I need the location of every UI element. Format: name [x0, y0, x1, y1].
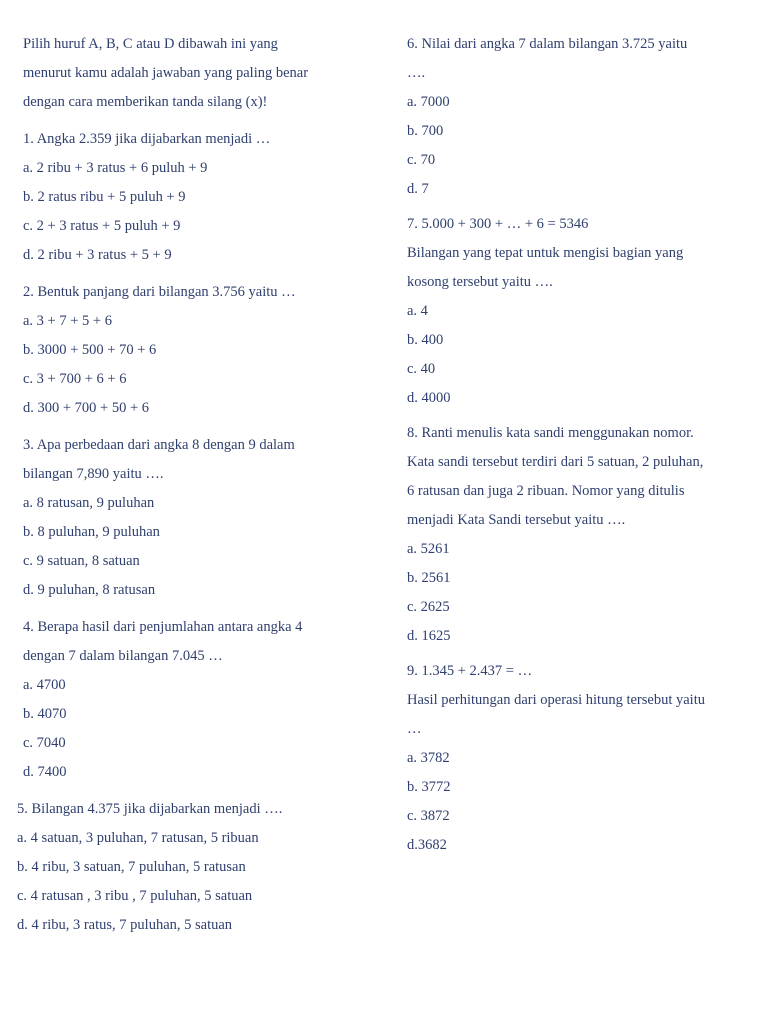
option-c[interactable]: c. 3 + 700 + 6 + 6 [23, 371, 127, 387]
question-7 [407, 210, 752, 413]
option-b[interactable]: b. 8 puluhan, 9 puluhan [23, 524, 160, 540]
option-d[interactable]: d. 7 [407, 181, 429, 197]
question-2 [23, 278, 368, 423]
option-b[interactable]: b. 400 [407, 332, 444, 348]
question-text: 6 ratusan dan juga 2 ribuan. Nomor yang ditulis [407, 483, 685, 499]
option-b[interactable]: b. 2561 [407, 570, 451, 586]
option-a[interactable]: a. 4 satuan, 3 puluhan, 7 ratusan, 5 ribuan [17, 830, 259, 846]
question-1 [23, 125, 368, 270]
option-a[interactable]: a. 4 [407, 303, 428, 319]
option-a[interactable]: a. 3782 [407, 750, 450, 766]
option-b[interactable]: b. 3772 [407, 779, 451, 795]
option-b[interactable]: b. 700 [407, 123, 444, 139]
question-text: dengan 7 dalam bilangan 7.045 … [23, 648, 223, 664]
option-d[interactable]: d. 4 ribu, 3 ratus, 7 puluhan, 5 satuan [17, 917, 233, 933]
option-a[interactable]: a. 5261 [407, 541, 450, 557]
question-text: menjadi Kata Sandi tersebut yaitu …. [407, 512, 626, 528]
option-d[interactable]: d. 300 + 700 + 50 + 6 [23, 400, 150, 416]
question-text: Kata sandi tersebut terdiri dari 5 satuan, 2 puluhan, [407, 454, 704, 470]
question-text: 5. Bilangan 4.375 jika dijabarkan menjadi …. [17, 801, 283, 817]
question-text: Bilangan yang tepat untuk mengisi bagian yang [407, 245, 684, 261]
option-c[interactable]: c. 70 [407, 152, 436, 168]
option-b[interactable]: b. 4070 [23, 706, 67, 722]
question-text: 6. Nilai dari angka 7 dalam bilangan 3.725 yaitu [407, 36, 688, 52]
question-text: Hasil perhitungan dari operasi hitung tersebut yaitu [407, 692, 705, 708]
option-c[interactable]: c. 2 + 3 ratus + 5 puluh + 9 [23, 218, 181, 234]
instruction-line: Pilih huruf A, B, C atau D dibawah ini yang [23, 36, 278, 52]
option-d[interactable]: d.3682 [407, 837, 447, 853]
option-d[interactable]: d. 2 ribu + 3 ratus + 5 + 9 [23, 247, 172, 263]
question-text: …. [407, 65, 426, 81]
question-5 [17, 795, 368, 940]
question-text: 9. 1.345 + 2.437 = … [407, 663, 533, 679]
option-a[interactable]: a. 2 ribu + 3 ratus + 6 puluh + 9 [23, 160, 208, 176]
question-3 [23, 431, 368, 605]
question-4 [23, 613, 368, 787]
option-b[interactable]: b. 4 ribu, 3 satuan, 7 puluhan, 5 ratusan [17, 859, 246, 875]
question-text: 1. Angka 2.359 jika dijabarkan menjadi … [23, 131, 271, 147]
option-d[interactable]: d. 7400 [23, 764, 67, 780]
question-8 [407, 419, 752, 651]
question-text: 2. Bentuk panjang dari bilangan 3.756 yaitu … [23, 284, 296, 300]
option-c[interactable]: c. 9 satuan, 8 satuan [23, 553, 140, 569]
question-text: 8. Ranti menulis kata sandi menggunakan nomor. [407, 425, 694, 441]
question-text: kosong tersebut yaitu …. [407, 274, 553, 290]
question-text: 7. 5.000 + 300 + … + 6 = 5346 [407, 216, 589, 232]
option-c[interactable]: c. 40 [407, 361, 436, 377]
option-c[interactable]: c. 2625 [407, 599, 450, 615]
left-column [17, 30, 368, 940]
option-a[interactable]: a. 3 + 7 + 5 + 6 [23, 313, 112, 329]
option-b[interactable]: b. 2 ratus ribu + 5 puluh + 9 [23, 189, 186, 205]
question-text: 4. Berapa hasil dari penjumlahan antara angka 4 [23, 619, 303, 635]
question-text: bilangan 7,890 yaitu …. [23, 466, 164, 482]
question-9 [407, 657, 752, 860]
option-a[interactable]: a. 7000 [407, 94, 450, 110]
option-a[interactable]: a. 4700 [23, 677, 66, 693]
instructions [23, 30, 368, 117]
option-c[interactable]: c. 3872 [407, 808, 450, 824]
option-c[interactable]: c. 4 ratusan , 3 ribu , 7 puluhan, 5 satuan [17, 888, 253, 904]
question-text: 3. Apa perbedaan dari angka 8 dengan 9 dalam [23, 437, 295, 453]
instruction-line: dengan cara memberikan tanda silang (x)! [23, 94, 268, 110]
option-c[interactable]: c. 7040 [23, 735, 66, 751]
right-column [407, 30, 752, 860]
option-d[interactable]: d. 4000 [407, 390, 451, 406]
option-d[interactable]: d. 1625 [407, 628, 451, 644]
option-b[interactable]: b. 3000 + 500 + 70 + 6 [23, 342, 157, 358]
option-d[interactable]: d. 9 puluhan, 8 ratusan [23, 582, 156, 598]
question-6 [407, 30, 752, 204]
question-text: … [407, 721, 422, 737]
option-a[interactable]: a. 8 ratusan, 9 puluhan [23, 495, 155, 511]
instruction-line: menurut kamu adalah jawaban yang paling benar [23, 65, 309, 81]
